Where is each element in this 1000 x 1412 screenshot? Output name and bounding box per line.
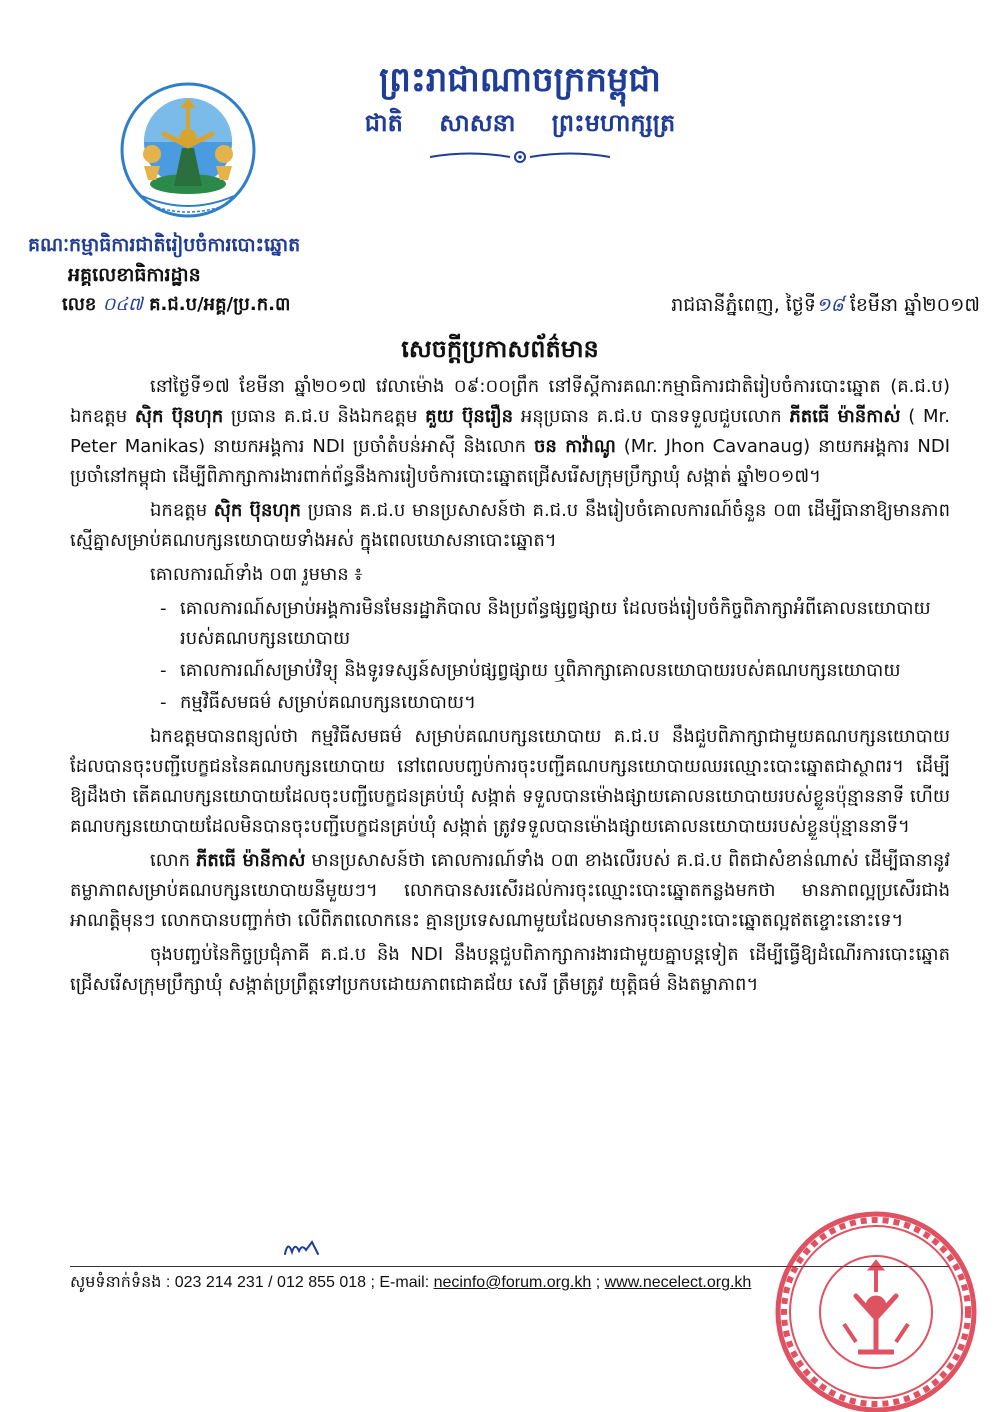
paragraph-principles-intro: គោលការណ៍ទាំង ០៣ រួមមាន ៖	[150, 564, 363, 585]
paragraph-principles	[70, 496, 950, 556]
paragraph-equity-program: ឯកឧត្តមបានពន្យល់ថា កម្មវិធីសមធម៌ សម្រាប់គណបក្សនយោបាយ គ.ជ.ប នឹងជួបពិភាក្សាជាមួយគណបក្សនយោបាយ ដែលបានចុះបញ្ជីបេក្ខជននៃគណបក្សនយោបាយ នៅពេលបញ្ចប់ការចុះបញ្ជីគណបក្សនយោបាយឈរឈ្មោះបោះឆ្នោតជាស្ថាពរ។ ដើម្បីឱ្យដឹងថា តើគណបក្សនយោបាយដែលចុះបញ្ជីបេក្ខជនគ្រប់ឃុំ សង្កាត់ ទទួលបានម៉ោងផ្សាយគោលនយោបាយរបស់ខ្លួនប៉ុន្មាននាទី ហើយគណបក្សនយោបាយដែលមិនបានចុះបញ្ជីបេក្ខជនគ្រប់ឃុំ សង្កាត់ ត្រូវទទួលបានម៉ោងផ្សាយគោលនយោបាយរបស់ខ្លួនប៉ុន្មាននាទី។	[70, 726, 950, 837]
paragraph-meeting	[70, 372, 950, 492]
text-run: ប្រធាន គ.ជ.ប មានប្រសាសន៍ថា គ.ជ.ប នឹងរៀបចំគោលការណ៍ចំនួន ០៣ ដើម្បីធានាឱ្យមានភាពស្មើគ្នាសម្រាប់គណបក្សនយោបាយទាំងអស់ ក្នុងពេលឃោសនាបោះឆ្នោត។	[70, 500, 950, 551]
date-suffix: ខែមីនា ឆ្នាំ២០១៧	[849, 294, 980, 316]
principles-list	[70, 594, 950, 718]
reference-handwritten-number: ០៤៧	[102, 294, 143, 315]
list-item: - កម្មវិធីសមធម៌ សម្រាប់គណបក្សនយោបាយ។	[70, 688, 950, 718]
document-title: សេចក្តីប្រកាសព័ត៌មាន	[401, 335, 599, 363]
date-day-handwritten: ១៨	[815, 294, 844, 316]
text-run: (Mr. Jhon Cavanaug) នាយកអង្គការ NDI ប្រចាំនៅកម្ពុជា ដើម្បីពិភាក្សាការងារពាក់ព័ន្ធនឹងការរៀបចំការបោះឆ្នោតជ្រើសរើសក្រុមប្រឹក្សាឃុំ សង្កាត់ ឆ្នាំ២០១៧។	[70, 436, 950, 487]
official-seal-stamp-icon	[760, 1196, 980, 1412]
footer-separator: ;	[591, 1274, 605, 1291]
motto-nation: ជាតិ	[364, 108, 403, 137]
document-body	[70, 372, 950, 1004]
reference-suffix: គ.ជ.ប/អគ្គ/ប្រ.ក.៣	[149, 294, 291, 315]
place-and-date	[520, 292, 980, 318]
person-name: ភីតធើ ម៉ានីកាស់	[195, 850, 306, 871]
date-prefix: រាជធានីភ្នំពេញ, ថ្ងៃទី	[671, 294, 816, 316]
text-run: លោក	[150, 850, 196, 871]
paragraph-ndi-remarks	[70, 846, 950, 936]
text-run: ប្រធាន គ.ជ.ប និងឯកឧត្តម	[223, 406, 426, 427]
nec-emblem-icon	[118, 80, 258, 220]
email-link[interactable]: necinfo@forum.org.kh	[433, 1274, 592, 1291]
kingdom-title: ព្រះរាជាណាចក្រកម្ពុជា	[379, 60, 661, 100]
initials-signature-icon	[282, 1236, 322, 1260]
department-name: អគ្គលេខាធិការដ្ឋាន	[68, 264, 201, 286]
person-name: ភីតធើ ម៉ានីកាស់	[789, 406, 901, 427]
website-link[interactable]: www.necelect.org.kh	[604, 1274, 752, 1291]
person-name: ស៊ិក ប៊ុនហុក	[213, 500, 301, 521]
motto-religion: សាសនា	[439, 108, 516, 137]
person-name: គួយ ប៊ុនរឿន	[425, 406, 514, 427]
reference-prefix: លេខ	[62, 294, 97, 315]
text-run: ឯកឧត្តម	[150, 500, 214, 521]
list-item: - គោលការណ៍សម្រាប់អង្គការមិនមែនរដ្ឋាភិបាល និងប្រព័ន្ធផ្សព្វផ្សាយ ដែលចង់រៀបចំកិច្ចពិភាក្សាអំពីគោលនយោបាយរបស់គណបក្សនយោបាយ	[70, 594, 950, 654]
paragraph-conclusion: ចុងបញ្ចប់នៃកិច្ចប្រជុំភាគី គ.ជ.ប និង NDI នឹងបន្តជួបពិភាក្សាការងារជាមួយគ្នាបន្តទៀត ដើម្បីធ្វើឱ្យដំណើរការបោះឆ្នោតជ្រើសរើសក្រុមប្រឹក្សាឃុំ សង្កាត់ប្រព្រឹត្តទៅប្រកបដោយភាពជោគជ័យ សេរី ត្រឹមត្រូវ យុត្តិធម៌ និងតម្លាភាព។	[70, 944, 950, 995]
reference-number	[62, 292, 382, 318]
motto-ornament-icon	[420, 148, 620, 166]
organization-name: គណៈកម្មាធិការជាតិរៀបចំការបោះឆ្នោត	[28, 234, 301, 256]
list-item: - គោលការណ៍សម្រាប់វិទ្យុ និងទូរទស្សន៍សម្រាប់ផ្សព្វផ្សាយ ឬពិភាក្សាគោលនយោបាយរបស់គណបក្សនយោបាយ	[70, 656, 950, 686]
motto-king: ព្រះមហាក្សត្រ	[551, 108, 676, 137]
text-run: មានប្រសាសន៍ថា គោលការណ៍ទាំង ០៣ ខាងលើរបស់ គ.ជ.ប ពិតជាសំខាន់ណាស់ ដើម្បីធានានូវតម្លាភាពសម្រាប់គណបក្សនយោបាយនីមួយៗ។ លោកបានសរសើរដល់ការចុះឈ្មោះបោះឆ្នោតកន្លងមកថា មានភាពល្អប្រសើរជាងអាណត្តិមុនៗ លោកបានបញ្ជាក់ថា លើពិភពលោកនេះ គ្មានប្រទេសណាមួយដែលមានការចុះឈ្មោះបោះឆ្នោតល្អឥតខ្ចោះនោះទេ។	[70, 850, 950, 931]
contact-label: សូមទំនាក់ទំនង : 023 214 231 / 012 855 018 ; E-mail:	[70, 1274, 434, 1291]
text-run: ( Mr. Peter Manikas) នាយកអង្គការ NDI ប្រចាំតំបន់អាស៊ី និងលោក	[70, 406, 950, 457]
person-name: ចន កាវ៉ាណូ	[533, 436, 616, 457]
national-motto	[330, 108, 710, 138]
text-run: នៅថ្ងៃទី១៧ ខែមីនា ឆ្នាំ២០១៧ វេលាម៉ោង ០៩:០០ព្រឹក នៅទីស្តីការគណៈកម្មាធិការជាតិរៀបចំការបោះឆ្នោត (គ.ជ.ប) ឯកឧត្តម	[70, 376, 950, 427]
text-run: អនុប្រធាន គ.ជ.ប បានទទួលជួបលោក	[513, 406, 790, 427]
person-name: ស៊ិក ប៊ុនហុក	[134, 406, 224, 427]
